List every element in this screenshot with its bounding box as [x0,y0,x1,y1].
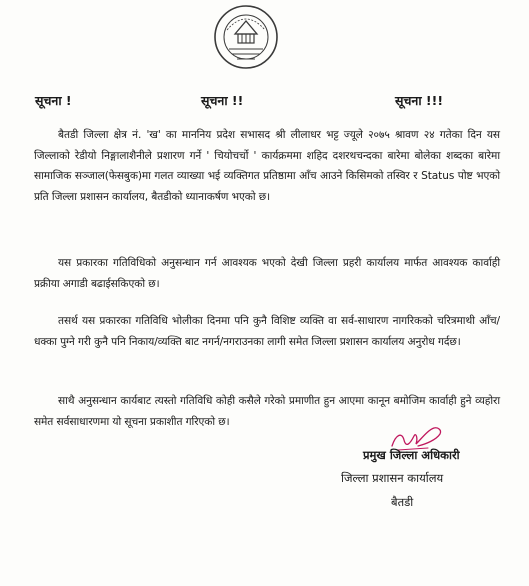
notice-paragraph-1: बैतडी जिल्ला क्षेत्र नं. 'ख' का माननिय प्रदेश सभासद श्री लीलाधर भट्ट ज्यूले २०७५ श्रावण २४ गतेका दिन यस जिल्लाको रेडीयो निङ्गालाशैनीले प्रशारण गर्ने ' चियोचर्चो ' कार्यक्रममा शहिद दशरथचन्दका बारेमा बोलेका शब्दका बारेमा सामाजिक सञ्जाल(फेसबुक)मा गलत व्याख्या भई व्यक्तिगत प्रतिष्ठामा आँच आउने किसिमको तस्विर र Status पोष्ट भएको प्रति जिल्ला प्रशासन कार्यालय, बैतडीको ध्यानाकर्षण भएको छ। [34,129,500,203]
notice-paragraph-3: तसर्थ यस प्रकारका गतिविधि भोलीका दिनमा पनि कुनै विशिष्ट व्यक्ति वा सर्व-साधारण नागरिकको चरित्रमाथी आँच/धक्का पुग्ने गरी कुनै पनि निकाय/व्यक्ति बाट नगर्न/नगराउनका लागी समेत जिल्ला प्रशासन कार्यालय अनुरोध गर्दछ। [34,315,500,348]
office-location: बैतडी [391,495,414,509]
notice-paragraph-2: यस प्रकारका गतिविधिको अनुसन्धान गर्न आवश्यक भएको देखी जिल्ला प्रहरी कार्यालय मार्फत आवश्यक कार्वाही प्रक्रीया अगाडी बढाईसकिएको छ। [34,257,500,290]
notice-heading-1: सूचना ! [35,93,72,108]
notice-heading-3: सूचना !!! [395,93,444,108]
signatory-title: प्रमुख जिल्ला अधिकारी [363,448,460,462]
notice-paragraph-4: साथै अनुसन्धान कार्यबाट त्यस्तो गतिविधि कोही कसैले गरेको प्रमाणीत हुन आएमा कानून बमोजिम कार्वाही हुने व्यहोरा समेत सर्वसाधारणमा यो सूचना प्रकाशीत गरिएको छ। [34,395,500,428]
office-name: जिल्ला प्रशासन कार्यालय [341,471,444,485]
notice-heading-2: सूचना !! [201,93,244,108]
notice-headings [0,92,529,114]
government-seal-icon [213,4,279,70]
